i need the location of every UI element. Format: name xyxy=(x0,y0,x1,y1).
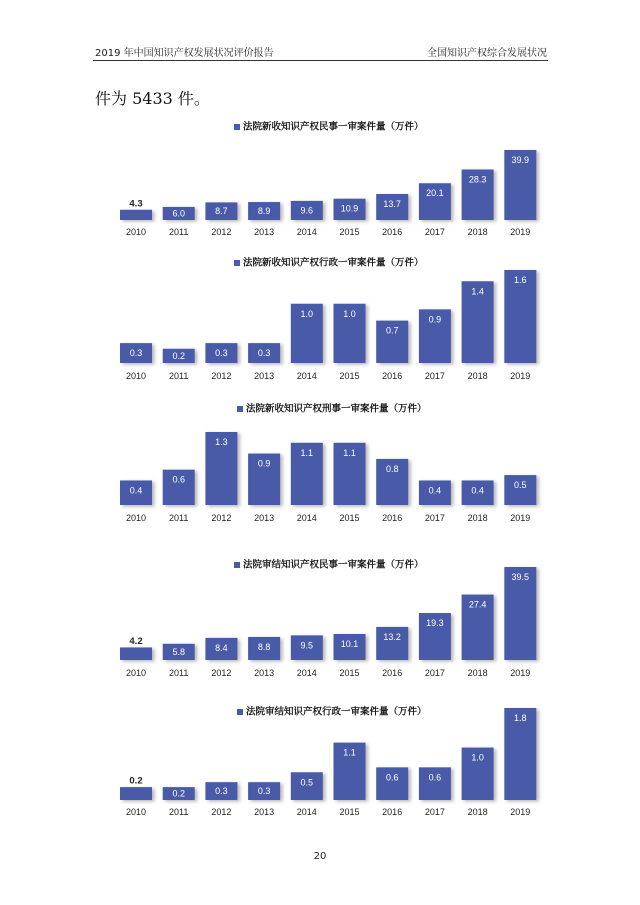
legend xyxy=(234,121,424,133)
category-label: 2018 xyxy=(467,668,488,678)
legend-label: 法院新收知识产权民事一审案件量（万件） xyxy=(243,121,424,133)
data-label: 1.1 xyxy=(343,447,356,458)
category-label: 2011 xyxy=(169,807,189,817)
data-label: 0.9 xyxy=(257,458,271,469)
category-label: 2011 xyxy=(169,227,189,237)
category-label: 2019 xyxy=(510,513,531,523)
category-label: 2019 xyxy=(510,807,531,817)
data-label: 28.3 xyxy=(468,174,487,185)
category-label: 2013 xyxy=(254,371,275,381)
data-label: 13.7 xyxy=(383,198,401,209)
category-label: 2012 xyxy=(211,668,232,678)
data-label: 19.3 xyxy=(426,618,444,629)
category-label: 2019 xyxy=(510,227,531,237)
category-label: 2014 xyxy=(296,513,317,523)
data-label: 8.9 xyxy=(257,206,271,217)
data-label: 0.3 xyxy=(257,348,271,359)
category-label: 2010 xyxy=(125,807,147,817)
legend xyxy=(237,706,427,718)
chart-new-civil-cases xyxy=(0,115,640,240)
category-label: 2012 xyxy=(211,807,232,817)
category-label: 2010 xyxy=(125,668,147,678)
chart-new-criminal-cases xyxy=(0,398,640,527)
data-label: 1.0 xyxy=(471,752,484,763)
category-label: 2016 xyxy=(382,513,403,523)
chart-closed-civil-cases xyxy=(0,553,640,683)
category-label: 2013 xyxy=(254,668,275,678)
data-label: 0.5 xyxy=(300,777,314,788)
category-label: 2011 xyxy=(169,371,189,381)
category-label: 2013 xyxy=(254,807,275,817)
category-label: 2014 xyxy=(296,227,317,237)
category-label: 2018 xyxy=(467,513,488,523)
chart-new-administrative-cases xyxy=(0,253,640,385)
data-label: 0.2 xyxy=(172,788,185,799)
category-label: 2010 xyxy=(125,227,147,237)
data-label: 4.2 xyxy=(129,635,143,647)
legend-swatch xyxy=(234,260,240,266)
data-label: 1.6 xyxy=(514,275,527,285)
data-label: 1.3 xyxy=(215,437,228,447)
category-label: 2011 xyxy=(169,513,189,523)
data-label: 0.3 xyxy=(215,786,228,797)
category-label: 2012 xyxy=(211,371,232,381)
data-label: 39.9 xyxy=(511,155,530,165)
category-label: 2016 xyxy=(382,668,403,678)
legend-swatch xyxy=(234,124,240,130)
category-label: 2015 xyxy=(339,668,360,678)
data-label: 0.6 xyxy=(428,772,442,783)
legend-swatch xyxy=(237,709,243,715)
category-label: 2018 xyxy=(467,227,488,237)
body-paragraph: 件为 5433 件。 xyxy=(95,89,210,108)
category-label: 2011 xyxy=(169,668,189,678)
data-label: 39.5 xyxy=(511,572,530,582)
data-label: 10.1 xyxy=(340,638,359,649)
data-label: 0.4 xyxy=(428,485,442,496)
data-label: 1.8 xyxy=(514,713,527,723)
data-label: 8.8 xyxy=(257,641,271,652)
chart-closed-administrative-cases xyxy=(0,700,640,822)
data-label: 0.6 xyxy=(172,474,185,485)
category-label: 2017 xyxy=(424,807,445,817)
category-label: 2018 xyxy=(467,371,488,381)
category-label: 2017 xyxy=(424,513,445,523)
data-label: 1.4 xyxy=(471,286,484,297)
page-number: 20 xyxy=(313,851,327,862)
category-label: 2010 xyxy=(125,513,147,523)
data-label: 0.3 xyxy=(215,348,228,359)
data-label: 0.8 xyxy=(385,463,399,474)
category-label: 2017 xyxy=(424,668,445,678)
category-label: 2013 xyxy=(254,513,275,523)
legend xyxy=(234,257,424,269)
category-label: 2015 xyxy=(339,371,360,381)
category-label: 2016 xyxy=(382,227,403,237)
category-label: 2014 xyxy=(296,668,317,678)
legend-swatch xyxy=(237,406,243,412)
category-axis xyxy=(126,807,530,817)
data-label: 0.9 xyxy=(428,314,442,325)
category-label: 2017 xyxy=(424,227,445,237)
legend xyxy=(237,403,427,415)
category-label: 2018 xyxy=(467,807,488,817)
running-header-left: 2019 年中国知识产权发展状况评价报告 xyxy=(95,48,274,59)
data-label: 0.2 xyxy=(129,775,143,787)
bar-2010 xyxy=(120,647,152,660)
bar-group xyxy=(120,270,536,363)
bar-2010 xyxy=(120,787,152,800)
data-label: 0.4 xyxy=(129,485,143,496)
data-label: 0.6 xyxy=(385,772,399,783)
legend-label: 法院审结知识产权民事一审案件量（万件） xyxy=(243,559,424,571)
category-axis xyxy=(126,227,530,237)
category-label: 2016 xyxy=(382,371,403,381)
data-label: 10.9 xyxy=(340,203,359,214)
category-label: 2015 xyxy=(339,513,360,523)
data-label: 9.6 xyxy=(300,205,314,216)
category-axis xyxy=(126,668,530,678)
data-label: 1.0 xyxy=(343,308,356,319)
running-header-right: 全国知识产权综合发展状况 xyxy=(427,48,547,59)
legend-swatch xyxy=(234,562,240,568)
category-label: 2015 xyxy=(339,227,360,237)
legend xyxy=(234,559,424,571)
category-axis xyxy=(126,371,530,381)
data-label: 1.1 xyxy=(300,447,314,458)
legend-label: 法院新收知识产权刑事一审案件量（万件） xyxy=(246,403,427,415)
data-label: 5.8 xyxy=(172,646,185,657)
data-label: 1.1 xyxy=(343,747,356,758)
data-label: 4.3 xyxy=(129,198,143,210)
data-label: 0.3 xyxy=(257,786,271,797)
category-label: 2019 xyxy=(510,668,531,678)
header-divider xyxy=(93,60,548,61)
data-label: 27.4 xyxy=(468,599,487,610)
data-label: 1.0 xyxy=(300,308,314,319)
category-label: 2012 xyxy=(211,513,232,523)
category-label: 2014 xyxy=(296,371,317,381)
data-label: 6.0 xyxy=(172,208,185,219)
data-label: 13.2 xyxy=(383,631,401,642)
legend-label: 法院新收知识产权行政一审案件量（万件） xyxy=(243,257,424,269)
data-label: 0.4 xyxy=(471,485,484,496)
data-label: 8.7 xyxy=(215,206,228,217)
legend-label: 法院审结知识产权行政一审案件量（万件） xyxy=(246,706,427,718)
data-label: 0.2 xyxy=(172,350,185,361)
data-label: 0.5 xyxy=(514,480,527,491)
category-label: 2016 xyxy=(382,807,403,817)
bar-2010 xyxy=(120,210,152,220)
category-label: 2012 xyxy=(211,227,232,237)
category-label: 2015 xyxy=(339,807,360,817)
category-label: 2010 xyxy=(125,371,147,381)
category-axis xyxy=(126,513,530,523)
category-label: 2013 xyxy=(254,227,275,237)
category-label: 2017 xyxy=(424,371,445,381)
data-label: 0.7 xyxy=(385,325,399,336)
data-label: 20.1 xyxy=(426,188,444,199)
category-label: 2014 xyxy=(296,807,317,817)
data-label: 8.4 xyxy=(215,642,228,653)
data-label: 0.3 xyxy=(129,348,143,359)
data-label: 9.5 xyxy=(300,640,314,651)
category-label: 2019 xyxy=(510,371,531,381)
